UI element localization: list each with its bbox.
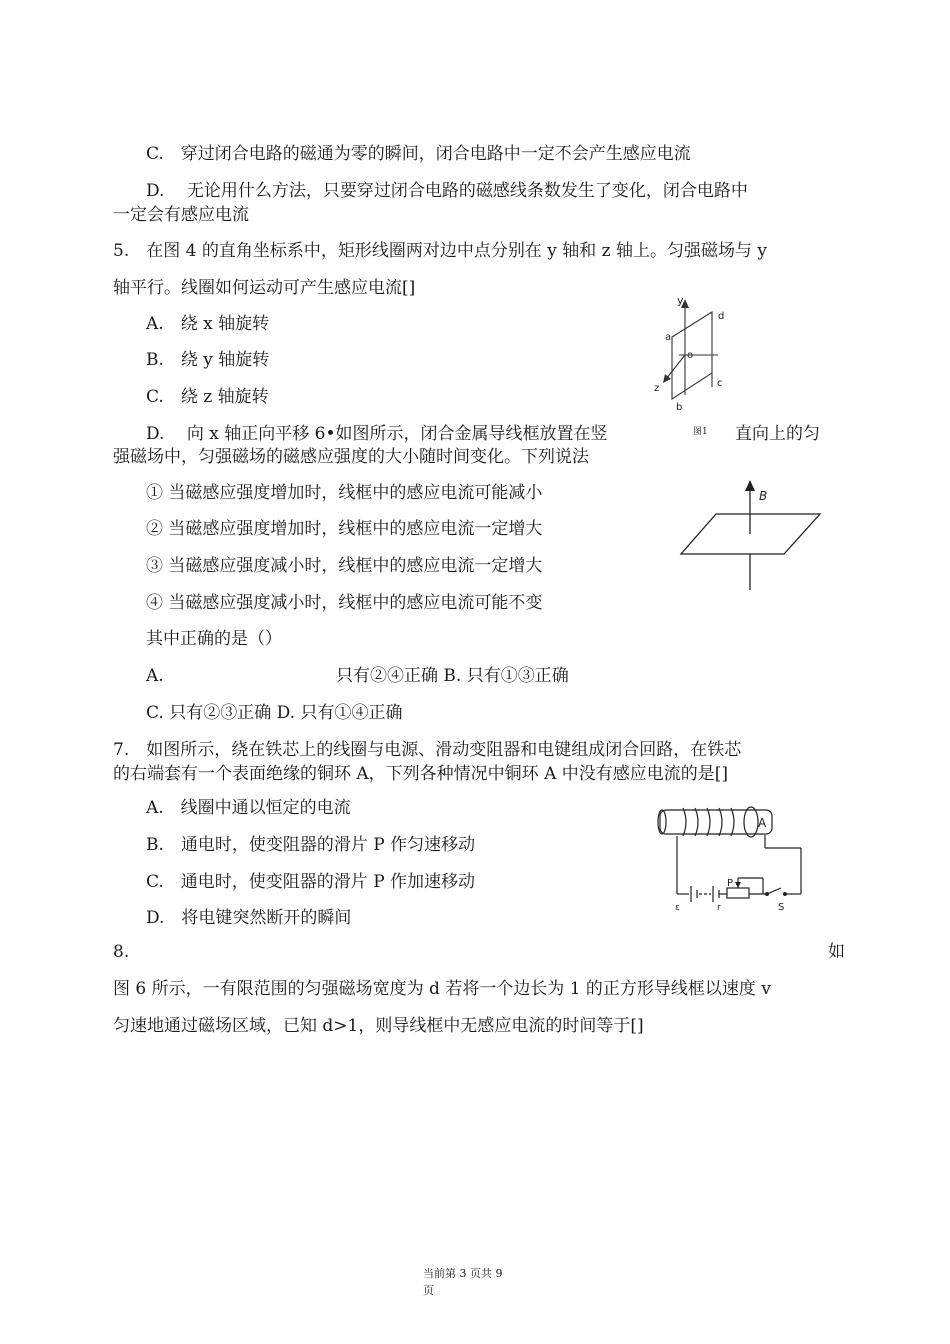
page-footer-line1: 当前第 3 页共 9 bbox=[423, 1267, 503, 1280]
q5-option-b: B. 绕 y 轴旋转 bbox=[146, 350, 270, 370]
q6-statement-1: ① 当磁感应强度增加时，线框中的感应电流可能减小 bbox=[146, 483, 543, 503]
q7-stem-line2: 的右端套有一个表面绝缘的铜环 A，下列各种情况中铜环 A 中没有感应电流的是[] bbox=[113, 764, 729, 784]
q5-option-a: A. 绕 x 轴旋转 bbox=[146, 314, 270, 334]
coil-circuit-figure bbox=[655, 802, 815, 912]
q7-option-b: B. 通电时，使变阻器的滑片 P 作匀速移动 bbox=[146, 835, 476, 855]
q5-option-c: C. 绕 z 轴旋转 bbox=[146, 387, 269, 407]
q6-statement-4: ④ 当磁感应强度减小时，线框中的感应电流可能不变 bbox=[146, 593, 543, 613]
corner-d-label: d bbox=[718, 311, 725, 322]
q6-options-a-b: 只有②④正确 B. 只有①③正确 bbox=[336, 666, 569, 686]
coordinate-coil-figure bbox=[652, 294, 742, 413]
q6-stem: 强磁场中，匀强磁场的磁感应强度的大小随时间变化。下列说法 bbox=[113, 447, 589, 467]
page-footer-line2: 页 bbox=[423, 1284, 434, 1297]
slider-p-label: P bbox=[727, 878, 734, 889]
axis-z-label: z bbox=[654, 383, 660, 394]
magnetic-field-figure bbox=[678, 478, 823, 598]
ring-a-label: A bbox=[758, 816, 767, 830]
q6-options-c-d: C. 只有②③正确 D. 只有①④正确 bbox=[146, 703, 403, 723]
q7-stem-line1: 7. 如图所示，绕在铁芯上的线圈与电源、滑动变阻器和电键组成闭合回路，在铁芯 bbox=[113, 740, 742, 760]
q8-stem-start: 如 bbox=[828, 942, 845, 962]
q8-stem-line2: 匀速地通过磁场区域，已知 d>1，则导线框中无感应电流的时间等于[] bbox=[113, 1016, 644, 1036]
q5-stem-line2: 轴平行。线圈如何运动可产生感应电流[] bbox=[113, 278, 416, 298]
resistance-label: r bbox=[717, 903, 721, 913]
q6-option-a-label: A. bbox=[146, 666, 164, 686]
q5-option-d: D. 向 x 轴正向平移 6•如图所示，闭合金属导线框放置在竖 bbox=[146, 424, 608, 444]
q6-statement-3: ③ 当磁感应强度减小时，线框中的感应电流一定增大 bbox=[146, 556, 543, 576]
corner-a-label: a bbox=[665, 332, 672, 343]
corner-b-label: b bbox=[676, 402, 683, 413]
q6-question: 其中正确的是（） bbox=[146, 629, 282, 649]
option-d-line1: D. 无论用什么方法，只要穿过闭合电路的磁感线条数发生了变化，闭合电路中 bbox=[146, 181, 748, 201]
q6-stem-start: 直向上的匀 bbox=[735, 424, 820, 444]
q7-option-d: D. 将电键突然断开的瞬间 bbox=[146, 908, 352, 928]
origin-label: o bbox=[687, 350, 694, 361]
option-d-line2: 一定会有感应电流 bbox=[113, 205, 249, 225]
emf-label: ε bbox=[675, 903, 680, 913]
q7-option-c: C. 通电时，使变阻器的滑片 P 作加速移动 bbox=[146, 872, 476, 892]
q5-stem-line1: 5. 在图 4 的直角坐标系中，矩形线圈两对边中点分别在 y 轴和 z 轴上。匀强磁场与 y bbox=[113, 241, 768, 261]
figure-caption-small: 图1 bbox=[693, 427, 708, 437]
q7-option-a: A. 线圈中通以恒定的电流 bbox=[146, 798, 351, 818]
q8-number: 8. bbox=[113, 942, 130, 962]
switch-s-label: S bbox=[778, 902, 785, 913]
field-b-label: B bbox=[759, 489, 768, 503]
q8-stem-line1: 图 6 所示，一有限范围的匀强磁场宽度为 d 若将一个边长为 1 的正方形导线框以速度 v bbox=[113, 979, 771, 999]
option-c: C. 穿过闭合电路的磁通为零的瞬间，闭合电路中一定不会产生感应电流 bbox=[146, 144, 691, 164]
axis-y-label: y bbox=[677, 294, 684, 307]
corner-c-label: c bbox=[717, 378, 723, 389]
q6-statement-2: ② 当磁感应强度增加时，线框中的感应电流一定增大 bbox=[146, 519, 543, 539]
